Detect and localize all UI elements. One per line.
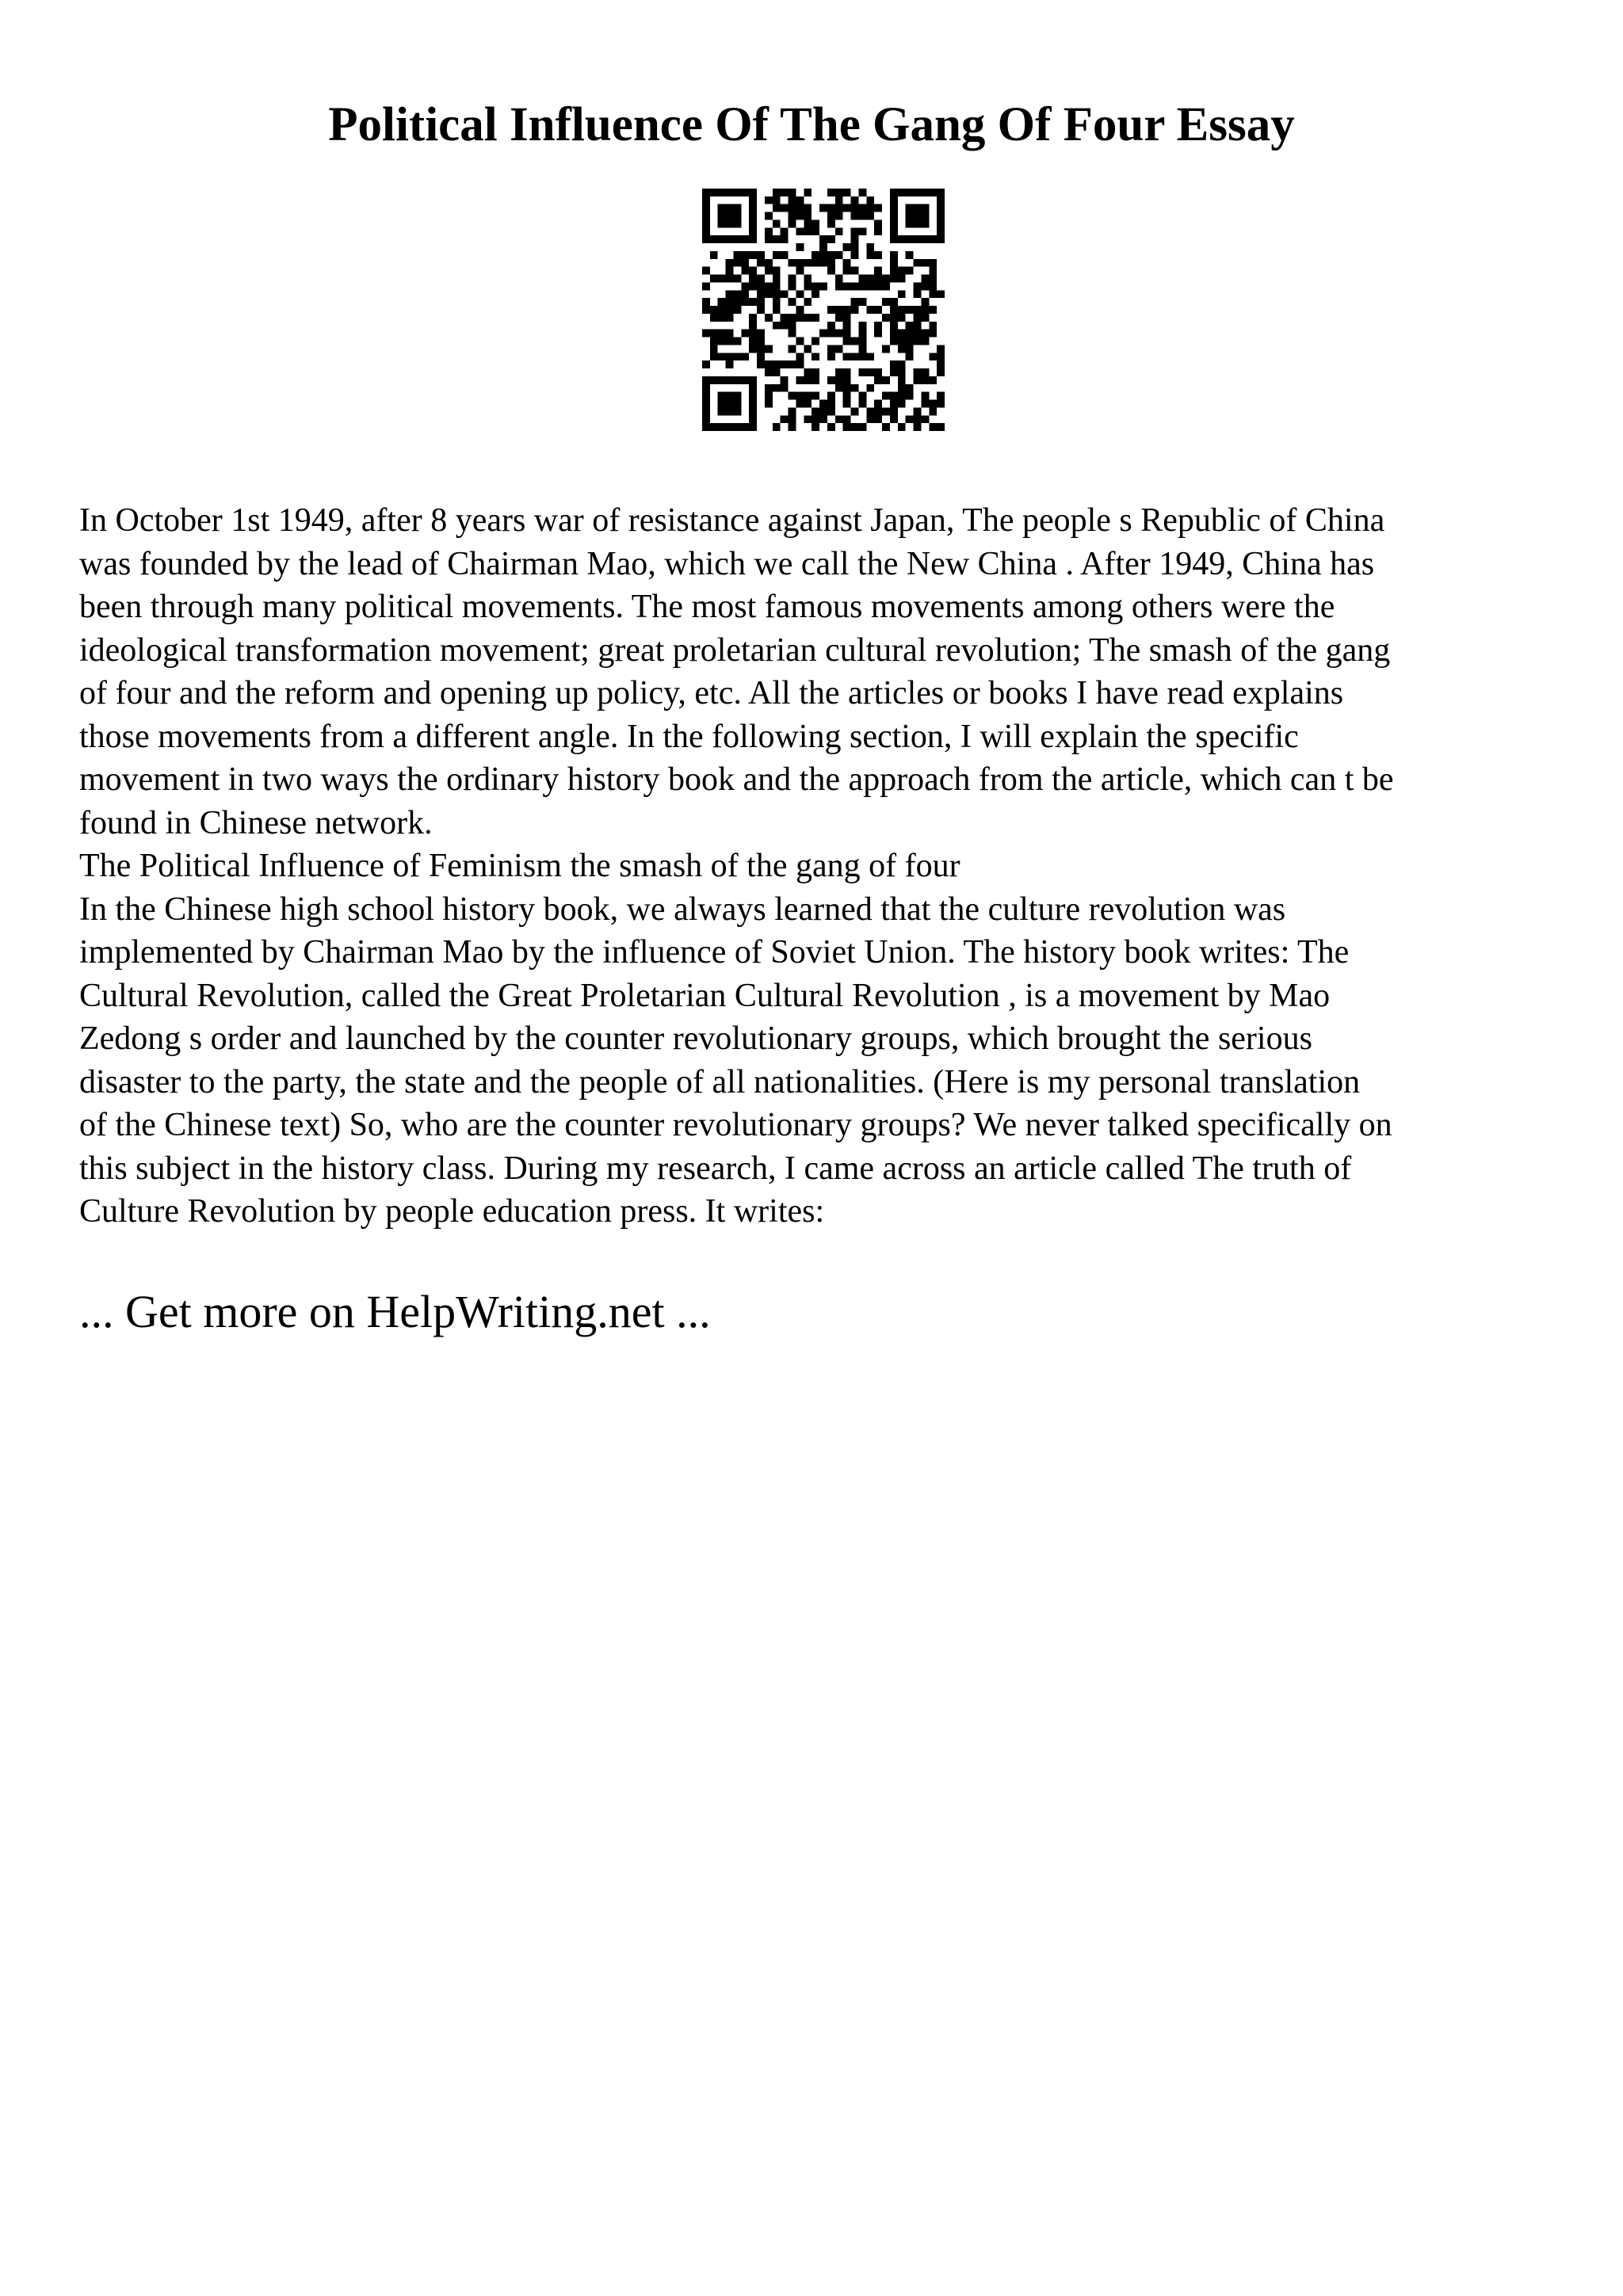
section-heading-line: The Political Influence of Feminism the smash of the gang of four	[79, 848, 960, 884]
body-line: movement in two ways the ordinary history book and the approach from the article, which can t be	[79, 761, 1394, 798]
get-more-link[interactable]: ... Get more on HelpWriting.net ...	[79, 1286, 711, 1337]
document-title: Political Influence Of The Gang Of Four Essay	[328, 98, 1295, 151]
body-line: was founded by the lead of Chairman Mao, which we call the New China . After 1949, China has	[79, 545, 1375, 582]
body-line: In the Chinese high school history book, we always learned that the culture revolution was	[79, 891, 1286, 928]
qr-code-icon	[702, 189, 945, 431]
body-line: In October 1st 1949, after 8 years war of resistance against Japan, The people s Republic of China	[79, 502, 1385, 539]
body-line: of the Chinese text) So, who are the counter revolutionary groups? We never talked specifically on	[79, 1107, 1392, 1143]
body-line: disaster to the party, the state and the people of all nationalities. (Here is my personal translation	[79, 1063, 1361, 1100]
body-line: been through many political movements. The most famous movements among others were the	[79, 589, 1335, 625]
body-line: implemented by Chairman Mao by the influence of Soviet Union. The history book writes: The	[79, 934, 1350, 971]
body-line: Zedong s order and launched by the counter revolutionary groups, which brought the serious	[79, 1020, 1312, 1057]
body-line: Cultural Revolution, called the Great Proletarian Cultural Revolution , is a movement by Mao	[79, 977, 1331, 1014]
body-line: Culture Revolution by people education press. It writes:	[79, 1193, 825, 1230]
body-line: ideological transformation movement; great proletarian cultural revolution; The smash of the gang	[79, 631, 1391, 669]
body-line: those movements from a different angle. In the following section, I will explain the specific	[79, 718, 1299, 755]
body-line: of four and the reform and opening up policy, etc. All the articles or books I have read explains	[79, 675, 1344, 711]
body-line: this subject in the history class. During my research, I came across an article called The truth of	[79, 1150, 1352, 1187]
body-line: found in Chinese network.	[79, 804, 433, 841]
essay-body	[79, 499, 1553, 1234]
